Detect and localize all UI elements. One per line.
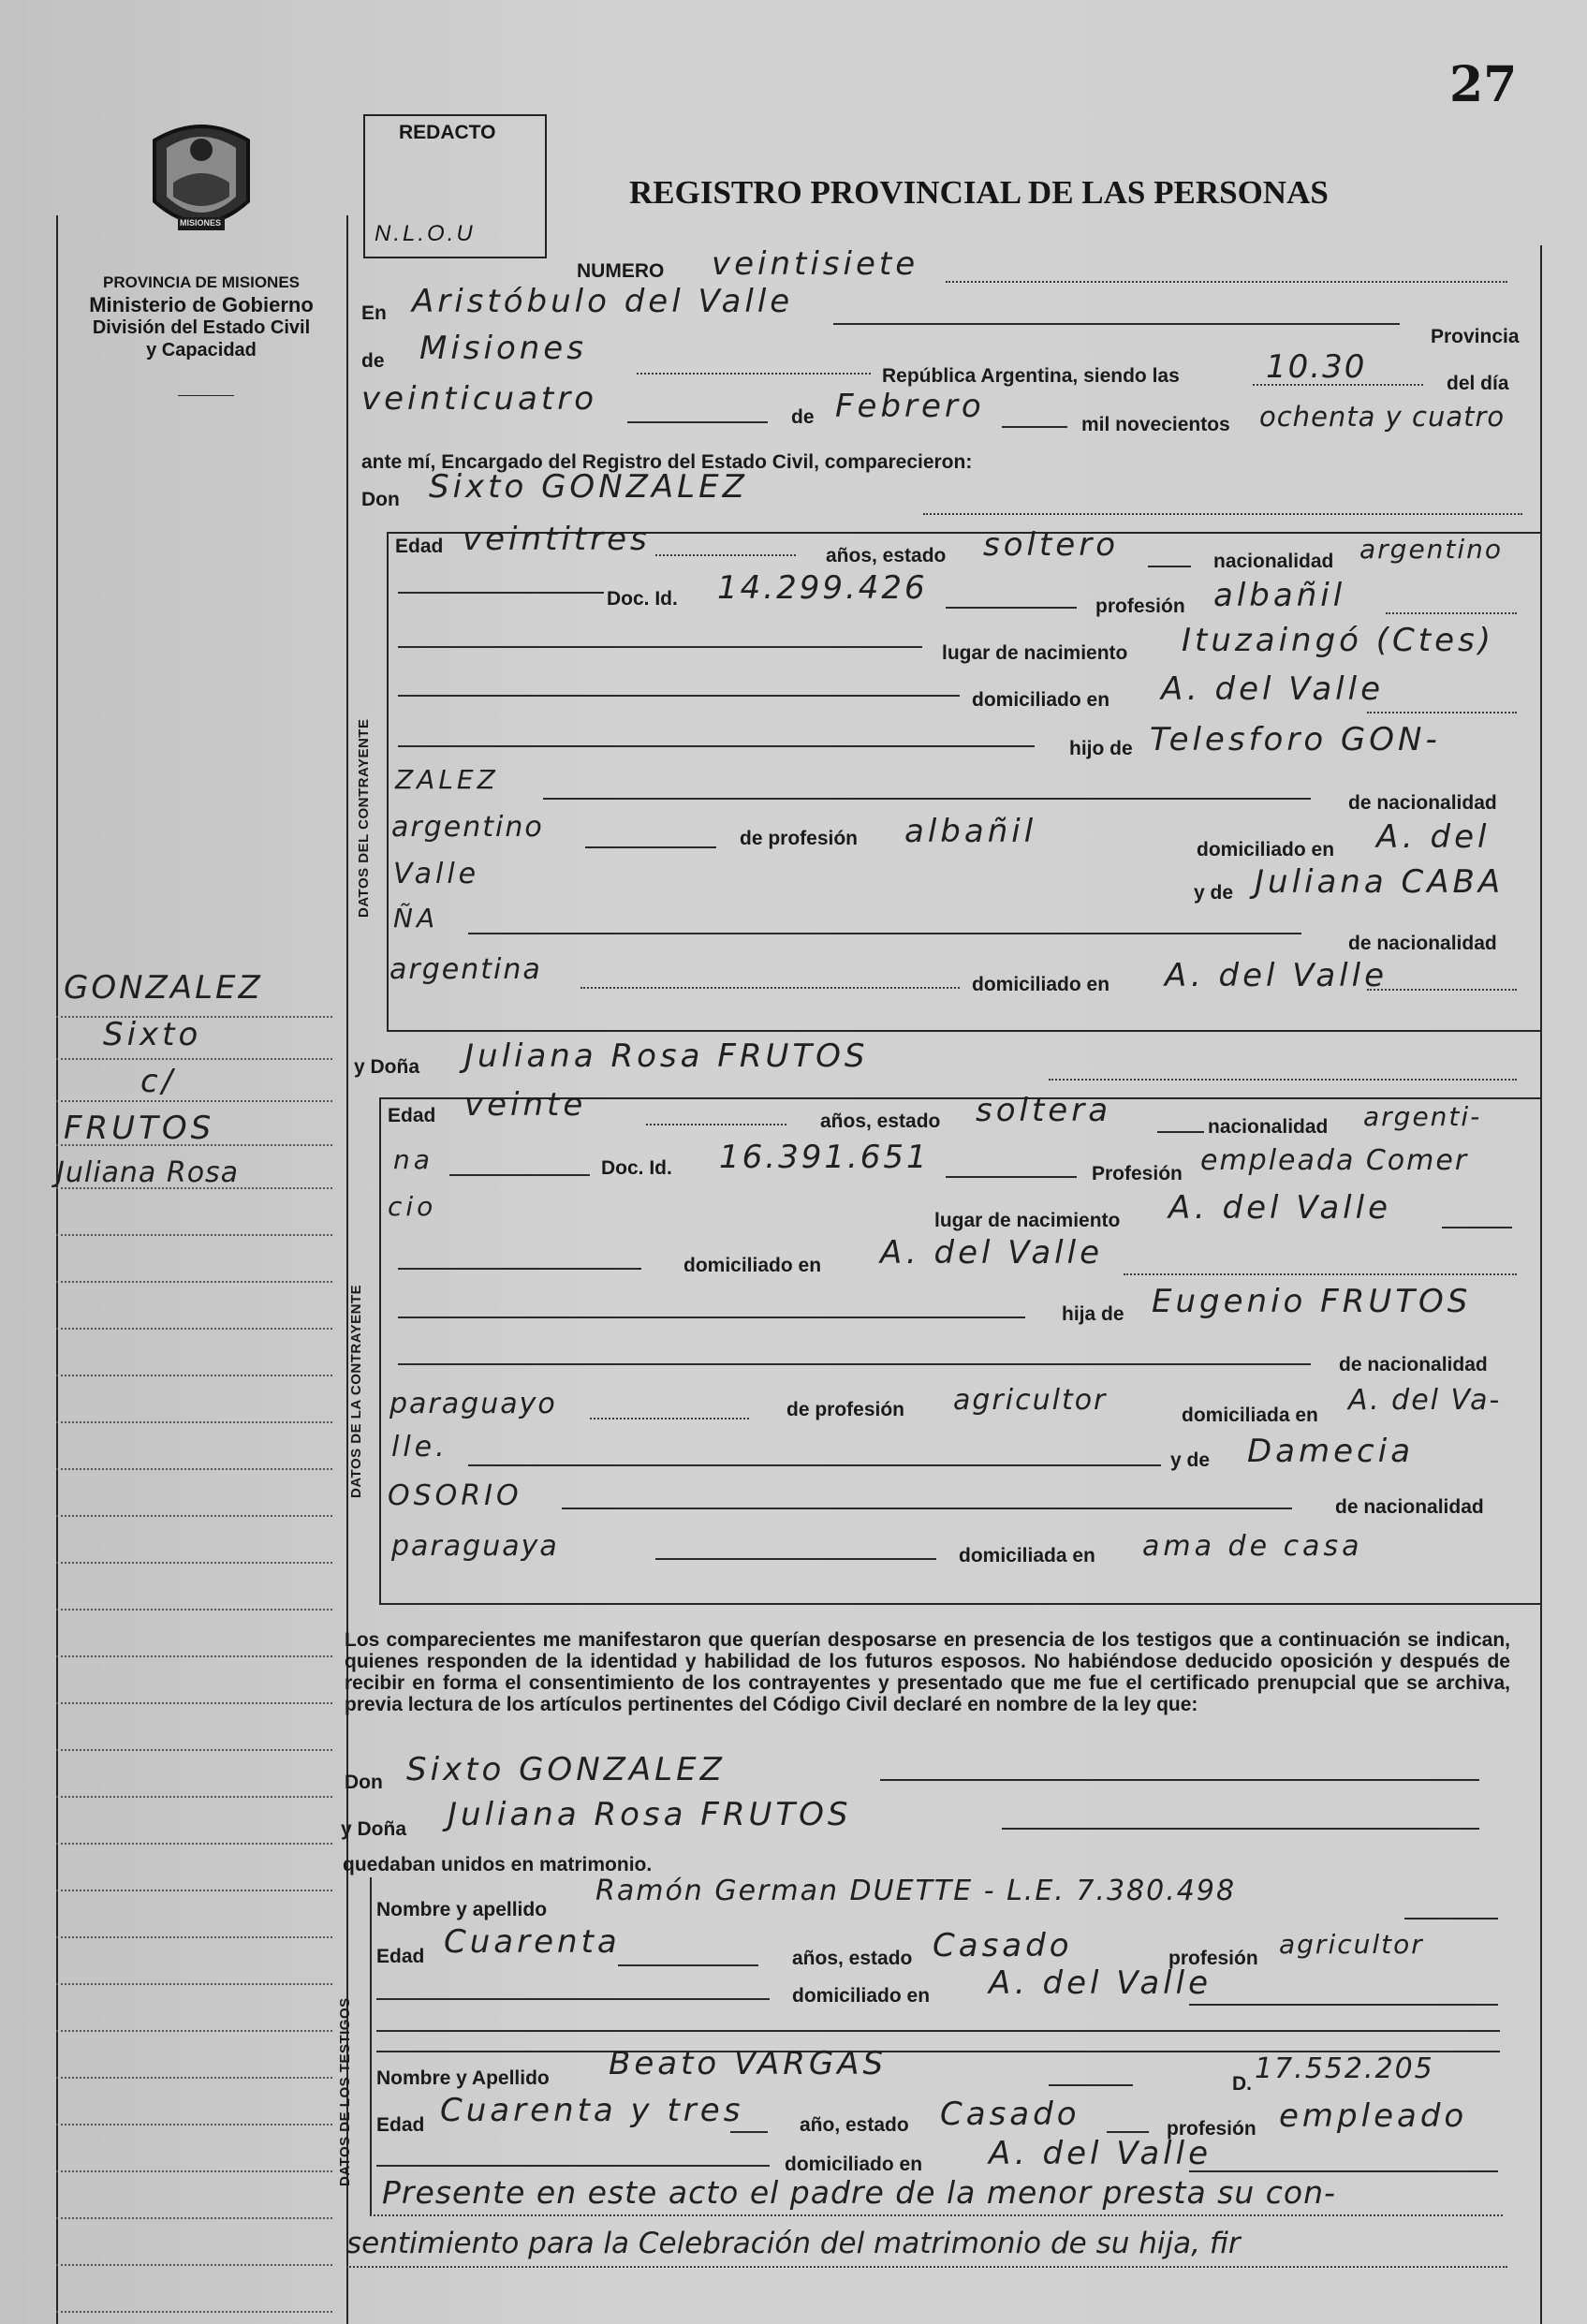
c-padre-2: ZALEZ bbox=[395, 764, 499, 795]
f-domicilio: A. del Valle bbox=[880, 1234, 1103, 1272]
c-doc-label: Doc. Id. bbox=[607, 588, 678, 610]
provincial-seal-icon bbox=[140, 112, 262, 243]
del-dia-label: del día bbox=[1447, 373, 1509, 394]
en-label: En bbox=[361, 302, 387, 324]
c-madre-2: ÑA bbox=[393, 903, 439, 934]
f-padre-nac: paraguayo bbox=[389, 1388, 557, 1420]
t1-prof: agricultor bbox=[1279, 1929, 1424, 1960]
de-label: de bbox=[361, 350, 385, 372]
c-edad: veintitres bbox=[463, 521, 651, 558]
c-hijo-label: hijo de bbox=[1069, 738, 1133, 759]
dia-value: veinticuatro bbox=[361, 380, 597, 418]
t2-nombre-label: Nombre y Apellido bbox=[376, 2067, 550, 2089]
redacto-value: N.L.O.U bbox=[375, 221, 476, 246]
f-anos-label: años, estado bbox=[820, 1111, 941, 1132]
c-padre-dom-label: domiciliado en bbox=[1197, 839, 1335, 860]
numero-value: veintisiete bbox=[712, 245, 919, 283]
t2-doc-label: D. bbox=[1232, 2073, 1252, 2095]
c-lugar-label: lugar de nacimiento bbox=[942, 642, 1128, 664]
f-nac-label: nacionalidad bbox=[1208, 1116, 1329, 1138]
seal-text: MISIONES bbox=[180, 218, 222, 228]
f-doc: 16.391.651 bbox=[719, 1139, 930, 1176]
c-madre-nac-label: de nacionalidad bbox=[1348, 933, 1497, 954]
t2-prof: empleado bbox=[1279, 2097, 1468, 2135]
c-profesion: albañil bbox=[1213, 577, 1346, 614]
c-estado: soltero bbox=[983, 526, 1119, 564]
c-nac-label: nacionalidad bbox=[1213, 551, 1334, 572]
f-de-prof-label: de profesión bbox=[786, 1399, 905, 1420]
redacto-box bbox=[363, 114, 547, 258]
mes-value: Febrero bbox=[835, 388, 985, 425]
t1-dom-label: domiciliado en bbox=[792, 1985, 931, 2007]
margin-note-name-2: Juliana Rosa bbox=[56, 1156, 240, 1189]
t1-nombre: Ramón German DUETTE - L.E. 7.380.498 bbox=[595, 1875, 1237, 1907]
f-lugar-label: lugar de nacimiento bbox=[934, 1210, 1121, 1231]
localidad-value: Aristóbulo del Valle bbox=[412, 283, 794, 320]
t2-dom: A. del Valle bbox=[989, 2135, 1212, 2172]
c-padre-prof: albañil bbox=[904, 813, 1037, 850]
f-dom-label: domiciliado en bbox=[683, 1255, 822, 1276]
margin-note-name: Sixto bbox=[103, 1016, 202, 1053]
t2-anos-label: año, estado bbox=[800, 2114, 909, 2136]
t2-estado: Casado bbox=[940, 2096, 1080, 2133]
t2-edad-label: Edad bbox=[376, 2114, 425, 2136]
contrayenta-nombre: Juliana Rosa FRUTOS bbox=[464, 1037, 869, 1075]
c-lugar: Ituzaingó (Ctes) bbox=[1182, 622, 1495, 659]
dona-label: y Doña bbox=[354, 1056, 420, 1078]
t1-anos-label: años, estado bbox=[792, 1948, 913, 1969]
f-padre-dom-1: A. del Va- bbox=[1348, 1384, 1502, 1417]
c-padre-dom-2: Valle bbox=[393, 858, 480, 890]
t1-nombre-label: Nombre y apellido bbox=[376, 1899, 548, 1920]
f-estado: soltera bbox=[976, 1092, 1112, 1129]
document-title: REGISTRO PROVINCIAL DE LAS PERSONAS bbox=[629, 174, 1329, 211]
t1-estado: Casado bbox=[933, 1927, 1073, 1964]
ante-label: ante mí, Encargado del Registro del Estado Civil, comparecieron: bbox=[361, 451, 973, 473]
c-anos-label: años, estado bbox=[826, 545, 947, 566]
f-edad: veinte bbox=[464, 1086, 587, 1124]
f-padre-prof: agricultor bbox=[953, 1384, 1108, 1417]
c-madre-1: Juliana CABA bbox=[1255, 863, 1505, 901]
t2-prof-label: profesión bbox=[1167, 2118, 1256, 2140]
org-division: División del Estado Civil bbox=[92, 317, 311, 338]
declaration-text: Los comparecientes me manifestaron que querían desposarse en presencia de los testigos que a continuación se indican, quienes responden de la identidad y habilidad de los futuros esposos. No habiéndose deducido oposición y después de recibir en forma el consentimiento de los contrayentes y presentado que me fue el certificado prenupcial que se archiva, previa lectura de los artículos pertinentes del Código Civil declaré en nombre de la ley que: bbox=[345, 1629, 1510, 1715]
republica-label: República Argentina, siendo las bbox=[882, 365, 1180, 387]
c-prof-label: profesión bbox=[1095, 596, 1185, 617]
f-madre-2: OSORIO bbox=[388, 1479, 522, 1512]
decl-dona: Juliana Rosa FRUTOS bbox=[448, 1796, 852, 1833]
c-nacionalidad: argentino bbox=[1359, 534, 1504, 565]
t1-dom: A. del Valle bbox=[989, 1964, 1212, 2002]
t1-edad: Cuarenta bbox=[444, 1923, 621, 1961]
c-padre-nac: argentino bbox=[391, 811, 544, 844]
f-hija-label: hija de bbox=[1062, 1303, 1124, 1325]
decl-dona-label: y Doña bbox=[341, 1818, 407, 1840]
c-dom-label: domiciliado en bbox=[972, 689, 1110, 711]
f-padre-dom-label: domiciliada en bbox=[1182, 1405, 1318, 1426]
f-padre-dom-2: lle. bbox=[391, 1431, 448, 1464]
c-doc: 14.299.426 bbox=[717, 569, 928, 607]
c-de-prof-label: de profesión bbox=[740, 828, 859, 849]
contrayente-side-label: DATOS DEL CONTRAYENTE bbox=[356, 718, 372, 918]
f-edad-label: Edad bbox=[388, 1105, 436, 1126]
contrayente-nombre: Sixto GONZALEZ bbox=[429, 468, 748, 506]
redacto-label: REDACTO bbox=[399, 122, 496, 143]
t2-dom-label: domiciliado en bbox=[785, 2154, 923, 2175]
f-y-de-label: y de bbox=[1170, 1449, 1211, 1471]
unidos-text: quedaban unidos en matrimonio. bbox=[343, 1854, 653, 1875]
c-madre-dom-label: domiciliado en bbox=[972, 974, 1110, 995]
c-de-nac-label: de nacionalidad bbox=[1348, 792, 1497, 814]
mil-label: mil novecientos bbox=[1081, 414, 1230, 435]
f-madre-1: Damecia bbox=[1247, 1433, 1415, 1470]
margin-note-surname-2: FRUTOS bbox=[64, 1110, 215, 1147]
f-madre-nac-label: de nacionalidad bbox=[1335, 1496, 1484, 1518]
f-profesion-2: cio bbox=[388, 1191, 437, 1222]
testigos-side-label: DATOS DE LOS TESTIGOS bbox=[337, 1997, 353, 2186]
nota-line-1: Presente en este acto el padre de la menor presta su con- bbox=[382, 2174, 1336, 2211]
f-doc-label: Doc. Id. bbox=[601, 1157, 672, 1179]
org-block bbox=[56, 272, 346, 361]
de-mes-label: de bbox=[791, 406, 815, 428]
page-number: 27 bbox=[1449, 56, 1518, 113]
c-padre-1: Telesforo GON- bbox=[1150, 721, 1441, 758]
f-de-nac-label: de nacionalidad bbox=[1339, 1354, 1488, 1375]
margin-note-surname: GONZALEZ bbox=[64, 969, 263, 1007]
margin-note-c: c/ bbox=[140, 1063, 177, 1100]
decl-don-label: Don bbox=[345, 1772, 383, 1793]
t1-prof-label: profesión bbox=[1168, 1948, 1258, 1969]
f-madre-dom: ama de casa bbox=[1142, 1530, 1363, 1563]
don-label: Don bbox=[361, 489, 400, 510]
t2-edad: Cuarenta y tres bbox=[440, 2092, 744, 2129]
f-madre-dom-label: domiciliada en bbox=[959, 1545, 1095, 1566]
f-nacionalidad-2: na bbox=[393, 1144, 433, 1175]
nota-line-2: sentimiento para la Celebración del matrimonio de su hija, fir bbox=[346, 2227, 1241, 2260]
decl-don: Sixto GONZALEZ bbox=[406, 1751, 726, 1788]
c-madre-dom: A. del Valle bbox=[1165, 957, 1388, 994]
f-padre: Eugenio FRUTOS bbox=[1152, 1283, 1472, 1320]
c-y-de-label: y de bbox=[1194, 882, 1234, 904]
org-province: PROVINCIA DE MISIONES bbox=[102, 273, 300, 291]
c-domicilio: A. del Valle bbox=[1161, 670, 1384, 708]
f-profesion-1: empleada Comer bbox=[1200, 1144, 1469, 1177]
f-lugar: A. del Valle bbox=[1168, 1189, 1391, 1227]
f-madre-nac: paraguaya bbox=[391, 1530, 559, 1563]
org-capacity: y Capacidad bbox=[146, 340, 257, 360]
c-edad-label: Edad bbox=[395, 536, 444, 557]
c-madre-nac: argentina bbox=[389, 953, 542, 986]
t1-edad-label: Edad bbox=[376, 1946, 425, 1967]
hora-value: 10.30 bbox=[1266, 348, 1367, 386]
provincia-label: Provincia bbox=[1431, 326, 1520, 347]
anio-value: ochenta y cuatro bbox=[1259, 401, 1506, 433]
provincia-value: Misiones bbox=[419, 330, 587, 367]
contrayenta-side-label: DATOS DE LA CONTRAYENTE bbox=[348, 1284, 364, 1498]
org-ministry: Ministerio de Gobierno bbox=[89, 293, 314, 316]
f-prof-label: Profesión bbox=[1092, 1163, 1183, 1184]
numero-label: NUMERO bbox=[577, 260, 665, 282]
c-padre-dom-1: A. del bbox=[1376, 818, 1491, 856]
t2-nombre: Beato VARGAS bbox=[609, 2045, 888, 2082]
t2-doc: 17.552.205 bbox=[1255, 2052, 1434, 2085]
f-nacionalidad-1: argenti- bbox=[1363, 1101, 1482, 1132]
